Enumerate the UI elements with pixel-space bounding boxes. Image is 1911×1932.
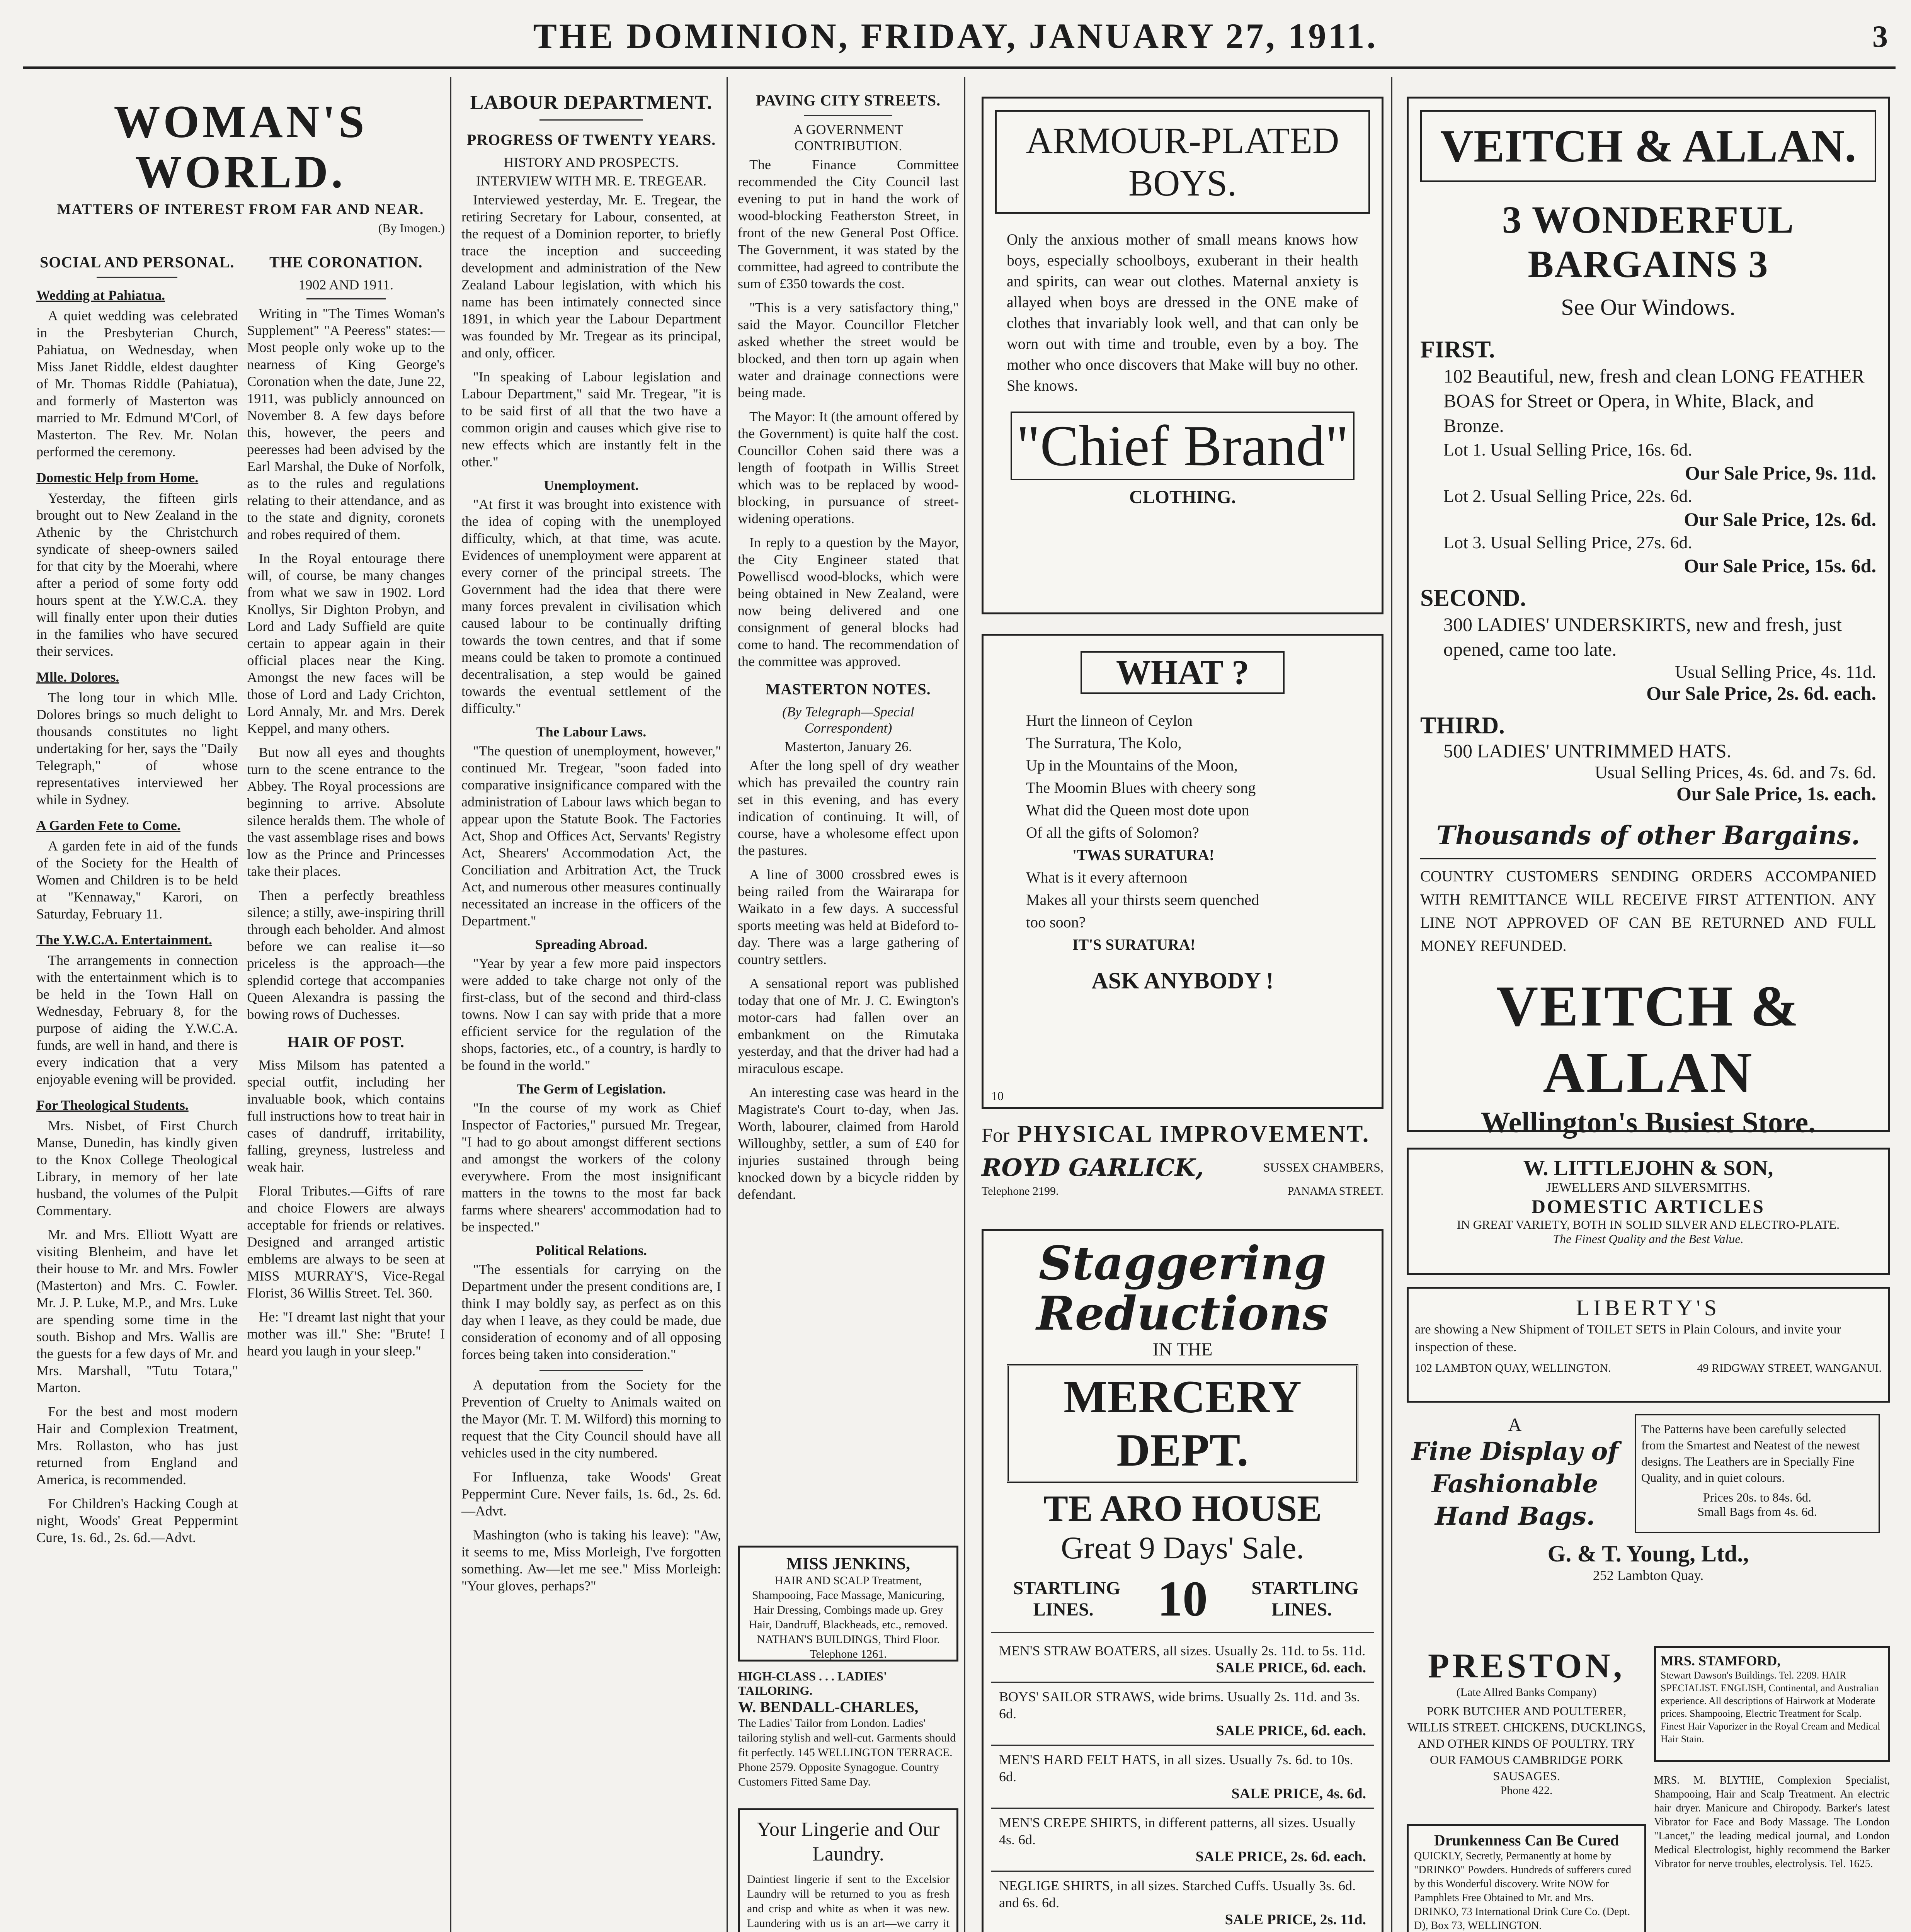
littlejohn-ad-variety: IN GREAT VARIETY, BOTH IN SOLID SILVER AND ELECTRO-PLATE. <box>1457 1218 1840 1231</box>
bags-ad-title: Fine Display of Fashionable Hand Bags. <box>1411 1437 1618 1531</box>
littlejohn-ad-finest: The Finest Quality and the Best Value. <box>1553 1232 1744 1246</box>
bags-ad-body: The Patterns have been carefully selected from the Smartest and Neatest of the newest designs. The Leathers are in Specially Fine Quality, and in quiet colours. <box>1641 1422 1860 1485</box>
mercery-dept-ad <box>982 1229 1383 1932</box>
lingerie-laundry-ad <box>738 1808 958 1932</box>
personal-notes-paragraph: Mr. and Mrs. Elliott Wyatt are visiting Blenheim, and have let their house to Mr. and Mrs. Fowler (Masterton) and Mrs. C. Fowler. Mr. J. P. Luke, M.P., and Mrs. Luke are spending some time in the south. Bishop and Mrs. Wallis are the guests for a few days of Mr. and Mrs. Marshall, "Tutu Totara," Marton. <box>36 1227 238 1395</box>
bags-ad-shop: G. & T. Young, Ltd., <box>1547 1541 1749 1566</box>
theological-heading: For Theological Students. <box>36 1097 189 1113</box>
littlejohn-ad-domestic: DOMESTIC ARTICLES <box>1532 1196 1765 1217</box>
jenkins-ad-title: MISS JENKINS, <box>786 1554 910 1573</box>
bags-ad-small: Small Bags from 4s. 6d. <box>1697 1505 1817 1519</box>
mercery-ad-house: TE ARO HOUSE <box>1043 1488 1322 1529</box>
mercery-ad-title: Reductions <box>1036 1286 1329 1341</box>
mercery-sale-row: BOYS' SAILOR STRAWS, wide brims. Usually 2s. 11d. and 3s. 6d. SALE PRICE, 6d. each. <box>991 1683 1374 1746</box>
womens-world-subtitle: MATTERS OF INTEREST FROM FAR AND NEAR. <box>57 201 424 218</box>
what-ad-line: Up in the Mountains of the Moon, <box>1026 757 1238 774</box>
paving-title: PAVING CITY STREETS. <box>756 92 941 109</box>
physical-ad-name: ROYD GARLICK, <box>982 1153 1204 1182</box>
wedding-heading: Wedding at Pahiatua. <box>36 287 165 303</box>
drunkenness-ad <box>1407 1824 1646 1932</box>
ywca-paragraph: The arrangements in connection with the entertainment which is to be held in the Town Hall on Wednesday, February 8, for the purpose of aiding the Y.W.C.A. funds, are well in hand, and there is every indication that a very enjoyable evening will be provided. <box>36 952 238 1087</box>
coronation-paragraph: But now all eyes and thoughts turn to the scene entrance to the Abbey. The Royal processions are beginning to arrive. Absolute silence heralds them. The whole of the vast assemblage rises and bows low as the Prince and Princesses take their places. <box>247 745 445 879</box>
veitch-ad-third-body: 500 LADIES' UNTRIMMED HATS. <box>1443 740 1732 762</box>
blythe-ad <box>1654 1774 1890 1932</box>
what-ad-line: What is it every afternoon <box>1026 869 1188 886</box>
hair-treatment-paragraph: For the best and most modern Hair and Complexion Treatment, Mrs. Rollaston, who has just returned from England and America, is recommended. <box>36 1404 238 1487</box>
stamford-ad-title: MRS. STAMFORD, <box>1661 1653 1781 1668</box>
paving-paragraph: The Finance Committee recommended the City Council last evening to put in hand the work of wood-blocking Featherston Street, in front of the new General Post Office. The Government, it was stated by the committee, had agreed to contribute the sum of £350 towards the cost. <box>738 157 959 291</box>
mercery-sale-row: MEN'S STRAW BOATERS, all sizes. Usually 2s. 11d. to 5s. 11d. SALE PRICE, 6d. each. <box>991 1637 1374 1683</box>
mercery-ad-title: Staggering <box>1039 1236 1326 1291</box>
veitch-ad-thousands: Thousands of other Bargains. <box>1436 820 1860 850</box>
veitch-ad-busiest: Wellington's Busiest Store. <box>1480 1106 1816 1139</box>
physical-ad-street: PANAMA STREET. <box>1287 1185 1383 1197</box>
mercery-dept-logo: MERCERY DEPT. <box>1007 1364 1358 1483</box>
masterton-title: MASTERTON NOTES. <box>766 680 931 698</box>
what-ad-line: 'TWAS SURATURA! <box>1072 846 1215 864</box>
what-ad-line: Makes all your thirsts seem quenched <box>1026 891 1259 908</box>
veitch-ad-title: VEITCH & ALLAN. <box>1420 110 1876 182</box>
veitch-ad-country: COUNTRY CUSTOMERS SENDING ORDERS ACCOMPANIED WITH REMITTANCE WILL RECEIVE FIRST ATTENTION. ANY LINE NOT APPROVED OF CAN BE RETURNED AND FULL MONEY REFUNDED. <box>1420 858 1876 957</box>
masterton-paragraph: A sensational report was published today that one of Mr. J. C. Ewington's motor-cars had fallen over an embankment on the Rimutaka yesterday, and that the driver had had a miraculous escape. <box>738 976 959 1076</box>
physical-ad-address: SUSSEX CHAMBERS, <box>1263 1160 1383 1174</box>
bags-ad-addr: 252 Lambton Quay. <box>1593 1568 1704 1583</box>
womens-world-title: WOMAN'S WORLD. <box>114 96 368 197</box>
armour-plated-boys-ad <box>982 97 1383 614</box>
mercery-ad-ten: 10 <box>1157 1571 1208 1627</box>
lingerie-ad-title: Your Lingerie and Our Laundry. <box>757 1818 940 1865</box>
littlejohn-ad-title: W. LITTLEJOHN & SON, <box>1523 1156 1773 1180</box>
wedding-paragraph: A quiet wedding was celebrated in the Presbyterian Church, Pahiatua, on Wednesday, when Miss Janet Riddle, eldest daughter of Mr. Thomas Riddle (Pahiatua), and formerly of Masterton was married to Mr. Edmund M'Corl, of Masterton. The Rev. Mr. Nolan performed the ceremony. <box>36 308 238 459</box>
domestic-help-paragraph: Yesterday, the fifteen girls brought out to New Zealand in the Athenic by the Christchurch syndicate of sheep-owners sailed for that city by the Moerahi, where after a period of some forty odd hours spent at the Y.W.C.A. they will finally enter upon their duties in the families who have secured their services. <box>36 490 238 659</box>
column-divider <box>727 77 728 1932</box>
veitch-ad-lot: Lot 3. Usual Selling Price, 27s. 6d. <box>1443 532 1692 552</box>
veitch-ad-first-body: 102 Beautiful, new, fresh and clean LONG FEATHER BOAS for Street or Opera, in White, Black, and Bronze. <box>1443 365 1865 436</box>
spreading-abroad-heading: Spreading Abroad. <box>535 937 648 952</box>
joke-paragraph: He: "I dreamt last night that your mother was ill." She: "Brute! I heard you laugh in your sleep." <box>247 1309 445 1359</box>
divider <box>804 115 893 116</box>
deputation-paragraph: A deputation from the Society for the Prevention of Cruelty to Animals waited on the Mayor (Mr. T. M. Wilford) this morning to request that the City Council should have all vehicles used in the city numbered. <box>461 1377 721 1461</box>
divider <box>306 298 386 299</box>
what-ad-line: Hurt the linneon of Ceylon <box>1026 712 1193 729</box>
veitch-ad-title2: VEITCH & ALLAN <box>1496 974 1800 1105</box>
ywca-heading: The Y.W.C.A. Entertainment. <box>36 932 213 947</box>
libertys-ad-title: LIBERTY'S <box>1576 1295 1721 1320</box>
labour-paragraph: "In the course of my work as Chief Inspector of Factories," pursued Mr. Tregear, "I had to go about amongst different sections and amongst the workers of the colony everywhere. From the most insignificant matters in the towns to the most far back farms where shearers' accommodation had to be inspected." <box>461 1100 721 1235</box>
masthead-rule <box>23 66 1896 69</box>
coronation-paragraph: In the Royal entourage there will, of course, be many changes from what we saw in 1902. Lord Knollys, Sir Dighton Probyn, and Lord and Lady Suffield are quite certain to appear again in their official places near the King. Amongst the new faces will be those of Lord and Lady Crichton, Lord Annaly, Mr. and Mrs. Derek Keppel, and many others. <box>247 551 445 736</box>
veitch-ad-third-lot: Usual Selling Prices, 4s. 6d. and 7s. 6d. <box>1594 762 1876 782</box>
physical-ad-title: PHYSICAL IMPROVEMENT. <box>1017 1121 1370 1147</box>
bendall-ad-title: W. BENDALL-CHARLES, <box>738 1698 919 1716</box>
labour-paragraph: "The essentials for carrying on the Department under the present conditions are, I think I may boldly say, as perfect as on this day when I leave, as they could be made, due consideration of economy and of all opposing forces being taken into consideration." <box>461 1262 721 1362</box>
coronation-paragraph: Writing in "The Times Woman's Supplement" "A Peeress" states:— Most people only woke up to the nearness of King George's Coronation when the date, June 22, 1911, was publicly announced on November 8. A few days before this, however, the peers and peeresses had been advised by the Earl Marshal, the Duke of Norfolk, as to the rules and regulations relating to their attendance, and as to the state and dignity, coronets and robes required of them. <box>247 306 445 542</box>
blythe-ad-body: MRS. M. BLYTHE, Complexion Specialist, Shampooing, Hair and Scalp Treatment. An electric hair dryer. Manicure and Chiropody. Barker's latest Vibrator for Face and Body Massage. The London "Lancet," the leading medical journal, and London Medical Electrologist, highly recommend the Barker Vibrator for nerve troubles, electrolysis. Tel. 1625. <box>1654 1774 1890 1870</box>
coronation-heading: THE CORONATION. <box>269 253 423 271</box>
littlejohn-ad <box>1407 1148 1890 1275</box>
bendall-ad-body: The Ladies' Tailor from London. Ladies' tailoring stylish and well-cut. Garments should fit perfectly. 145 WELLINGTON TERRACE. Phone 2579. Opposite Synagogue. Country Customers Fitted Same Day. <box>738 1717 956 1788</box>
domestic-help-heading: Domestic Help from Home. <box>36 470 199 485</box>
libertys-ad-body: are showing a New Shipment of TOILET SETS in Plain Colours, and invite your inspection of these. <box>1415 1322 1841 1354</box>
veitch-ad-second-body: 300 LADIES' UNDERSKIRTS, new and fresh, just opened, came too late. <box>1443 614 1842 660</box>
labour-paragraph: "In speaking of Labour legislation and Labour Department," said Mr. Tregear, "it is to be said first of all that the two have a common origin and causes which give rise to new effects which are instantly felt in the other." <box>461 369 721 469</box>
what-ad-line: What did the Queen most dote upon <box>1026 801 1249 819</box>
labour-department-section <box>456 81 727 1932</box>
veitch-ad-bargains: 3 WONDERFUL BARGAINS 3 <box>1502 198 1795 286</box>
cough-cure-paragraph: For Children's Hacking Cough at night, Woods' Great Peppermint Cure, 1s. 6d., 2s. 6d.—Advt. <box>36 1496 238 1545</box>
veitch-ad-second-sale: Our Sale Price, 2s. 6d. each. <box>1646 682 1876 704</box>
what-ad-number: 10 <box>991 1089 1004 1103</box>
labour-paragraph: "The question of unemployment, however," continued Mr. Tregear, "soon faded into comparative insignificance compared with the administration of Labour laws which began to appear upon the Statute Book. The Factories Act, Shop and Offices Act, Servants' Registry Act, Shearers' Accommodation Act, the Conciliation and Arbitration Act, the Truck Act, and numerous other measures continually necessitated an increase in the officers of the Department." <box>461 743 721 929</box>
lingerie-ad-body: Daintiest lingerie if sent to the Excelsior Laundry will be returned to you as fresh and crisp and white as when it was new. Laundering with us is an art—we carry it <box>747 1873 950 1930</box>
veitch-ad-sale: Our Sale Price, 15s. 6d. <box>1684 555 1876 577</box>
veitch-ad-third: THIRD. <box>1420 713 1505 739</box>
floral-tributes-paragraph: Floral Tributes.—Gifts of rare and choice Flowers are always acceptable for friends or relatives. Designed and arranged artistic emblems are always to be seen at MISS MURRAY'S, Vice-Regal Florist, 36 Willis Street. Tel. 360. <box>247 1183 445 1301</box>
divider <box>97 277 177 278</box>
masterton-subtitle: (By Telegraph—Special Correspondent) <box>782 704 914 736</box>
labour-laws-heading: The Labour Laws. <box>536 724 647 740</box>
what-ad-title: WHAT ? <box>1081 651 1285 694</box>
armour-ad-body: Only the anxious mother of small means knows how boys, especially schoolboys, exuberant in their health and spirits, can wear out clothes. Maternal anxiety is allayed when boys are dressed in the ONE make of clothes that invariably look well, and that can only be worn out with time and trouble, even by a boy. The mother who once discovers that Make will buy no other. She knows. <box>1007 231 1358 394</box>
mercery-sale-row: NEGLIGE SHIRTS, in all sizes. Starched Cuffs. Usually 3s. 6d. and 6s. 6d. SALE PRICE, 2s. 11d. <box>991 1872 1374 1932</box>
stamford-ad-body: Stewart Dawson's Buildings. Tel. 2209. HAIR SPECIALIST. ENGLISH, Continental, and Australian experience. All descriptions of Hairwork at Moderate prices. Shampooing, Electric Treatment for Scalp. Finest Hair Vaporizer in the Royal Cream and Medical Hair Stain. <box>1661 1670 1880 1745</box>
dolores-heading: Mlle. Dolores. <box>36 669 119 685</box>
masterton-paragraph: A line of 3000 crossbred ewes is being railed from the Wairarapa for Waikato in a few days. A successful sports meeting was held at Bideford to-day. There was a large gathering of country settlers. <box>738 867 959 967</box>
newspaper-masthead-title: THE DOMINION, FRIDAY, JANUARY 27, 1911. <box>533 16 1378 56</box>
mercery-sale-row: MEN'S CREPE SHIRTS, in different patterns, all sizes. Usually 4s. 6d. SALE PRICE, 2s. 6d. each. <box>991 1809 1374 1872</box>
labour-paragraph: "Year by year a few more paid inspectors were added to take charge not only of the first-class, but of the second and third-class towns. Now I can say with pride that a more efficient service for the regulation of the shops, factories, etc., of a country, is hardly to be found in the world." <box>461 956 721 1073</box>
mashington-paragraph: Mashington (who is taking his leave): "Aw, it seems to me, Miss Morleigh, I've forgotten something. Aw—let me see." Miss Morleigh: "Your gloves, perhaps?" <box>461 1527 721 1594</box>
what-ad-line: IT'S SURATURA! <box>1072 936 1196 953</box>
labour-subtitle: PROGRESS OF TWENTY YEARS. <box>466 131 716 148</box>
divider <box>539 119 643 121</box>
labour-paragraph: Interviewed yesterday, Mr. E. Tregear, the retiring Secretary for Labour, consented, at the request of a Dominion reporter, to briefly trace the inception and succeeding development and administration of the New Zealand Labour legislation, with which his name has been intimately connected since 1891, in which year the Labour Department was founded by Mr. Tregear as its principal, and only, officer. <box>461 192 721 361</box>
what-suratura-ad <box>982 634 1383 1109</box>
what-ad-line: too soon? <box>1026 913 1086 931</box>
paving-subtitle: A GOVERNMENT CONTRIBUTION. <box>793 122 904 153</box>
coronation-years: 1902 AND 1911. <box>298 277 394 293</box>
veitch-ad-second: SECOND. <box>1420 585 1526 611</box>
veitch-ad-sale: Our Sale Price, 9s. 11d. <box>1685 462 1876 484</box>
libertys-ad <box>1407 1287 1890 1403</box>
veitch-allan-ad <box>1407 97 1890 1139</box>
mercery-sale-row: MEN'S HARD FELT HATS, in all sizes. Usually 7s. 6d. to 10s. 6d. SALE PRICE, 4s. 6d. <box>991 1746 1374 1809</box>
veitch-ad-second-lot: Usual Selling Price, 4s. 11d. <box>1675 662 1876 682</box>
paving-paragraph: "This is a very satisfactory thing," said the Mayor. Councillor Fletcher asked whether the street would be blocked, and then torn up again when water and drainage connections were being made. <box>738 300 959 400</box>
bags-ad-prices: Prices 20s. to 84s. 6d. <box>1703 1490 1811 1504</box>
masthead <box>0 12 1911 70</box>
column-divider <box>964 77 965 1932</box>
theological-paragraph: Mrs. Nisbet, of First Church Manse, Dunedin, has kindly given to the Knox College Theological Library, in memory of her late husband, the volumes of the Pulpit Commentary. <box>36 1118 238 1218</box>
paving-paragraph: In reply to a question by the Mayor, the City Engineer stated that Powelliscd wood-blocks, which were being obtained in New Zealand, were now being delivered and one consignment of general blocks had come to hand. The recommendation of the committee was approved. <box>738 535 959 669</box>
column-divider <box>450 77 451 1932</box>
what-ad-line: The Moomin Blues with cheery song <box>1026 779 1256 796</box>
mercery-ad-startling: STARTLING LINES. <box>1013 1578 1121 1620</box>
hand-bags-ad <box>1407 1414 1890 1631</box>
jenkins-ad-body: HAIR AND SCALP Treatment, Shampooing, Face Massage, Manicuring, Hair Dressing, Combings made up. Grey Hair, Dandruff, Blackheads, etc., removed. NATHAN'S BUILDINGS, Third Floor. Telephone 1261. <box>749 1574 948 1660</box>
masterton-paragraph: An interesting case was heard in the Magistrate's Court to-day, when Jas. Worth, labourer, claimed from Harold Willoughby, settler, a sum of £40 for injuries sustained through being knocked down by a bicycle ridden by defendant. <box>738 1085 959 1202</box>
physical-ad-for: For <box>982 1124 1010 1146</box>
armour-ad-title: ARMOUR-PLATED BOYS. <box>995 110 1370 214</box>
garden-fete-paragraph: A garden fete in aid of the funds of the Society for the Health of Women and Children is to be held at "Kennaway," Karori, on Saturday, February 11. <box>36 838 238 922</box>
bendall-ad <box>738 1669 958 1797</box>
womens-world-byline: (By Imogen.) <box>378 221 445 235</box>
veitch-ad-windows: See Our Windows. <box>1561 294 1736 320</box>
veitch-ad-first: FIRST. <box>1420 337 1495 363</box>
bendall-ad-pre: HIGH-CLASS . . . LADIES' TAILORING. <box>738 1669 887 1697</box>
masterton-paragraph: After the long spell of dry weather which has prevailed the country rain set in this evening, and has every indication of continuing. It will, of course, have a wholesome effect upon the pastures. <box>738 758 959 858</box>
preston-ad-sub: (Late Allred Banks Company) <box>1456 1686 1597 1699</box>
paving-paragraph: The Mayor: It (the amount offered by the Government) is quite half the cost. Councillor Cohen said there was a length of footpath in Willis Street which was to be replaced by wood-blocking, in pursuance of street-widening operations. <box>738 409 959 526</box>
column-divider <box>1391 77 1392 1932</box>
drunkenness-ad-body: QUICKLY, Secretly, Permanently at home by "DRINKO" Powders. Hundreds of sufferers cured by this Wonderful discovery. Write NOW for Pamphlets Free Obtained to Mr. and Mrs. DRINKO, 73 International Drink Cure Co. (Dept. D), Box 73, WELLINGTON. <box>1414 1850 1631 1932</box>
labour-title: LABOUR DEPARTMENT. <box>470 92 713 114</box>
hair-of-post-heading: HAIR OF POST. <box>287 1033 405 1051</box>
womens-world-col-left <box>36 243 238 1553</box>
garden-fete-heading: A Garden Fete to Come. <box>36 818 180 833</box>
mercery-ad-startling: STARTLING LINES. <box>1251 1578 1359 1620</box>
veitch-ad-lot: Lot 2. Usual Selling Price, 22s. 6d. <box>1443 486 1692 506</box>
page-number: 3 <box>1872 20 1888 54</box>
libertys-ad-addr: 102 LAMBTON QUAY, WELLINGTON. <box>1415 1362 1611 1374</box>
what-ad-line: Of all the gifts of Solomon? <box>1026 824 1199 841</box>
coronation-paragraph: Then a perfectly breathless silence; a stilly, awe-inspiring thrill through each beholder. And almost before we can realise it—so priceless is the approach—the splendid cortege that accompanies Queen Alexandra is passing the bowing rows of Duchesses. <box>247 888 445 1022</box>
divider <box>539 1370 643 1371</box>
physical-improvement-ad <box>982 1121 1383 1213</box>
physical-ad-tel: Telephone 2199. <box>982 1185 1059 1197</box>
stamford-ad <box>1654 1646 1890 1762</box>
womens-world-section <box>31 81 450 1932</box>
masterton-dateline: Masterton, January 26. <box>784 739 912 754</box>
labour-paragraph: "At first it was brought into existence with the idea of coping with the unemployed difficulty, which, at that time, was acute. Evidences of unemployment were apparent at every corner of the principal streets. The Government had the idea that there were many forces prevalent in civilisation which caused labour to be continually drifting towards the town centres, and that if some means could be taken to promote a continued decentralisation, a step would be gained towards the eventual settlement of the difficulty." <box>461 497 721 716</box>
chief-brand-sub: CLOTHING. <box>1129 487 1236 507</box>
labour-history-heading: HISTORY AND PROSPECTS. <box>504 155 679 170</box>
veitch-ad-third-sale: Our Sale Price, 1s. each. <box>1676 783 1876 804</box>
bags-ad-a: A <box>1508 1415 1522 1435</box>
political-relations-heading: Political Relations. <box>536 1243 647 1258</box>
unemployment-heading: Unemployment. <box>544 478 639 493</box>
veitch-ad-sale: Our Sale Price, 12s. 6d. <box>1684 509 1876 530</box>
preston-ad <box>1407 1646 1646 1816</box>
preston-ad-phone: Phone 422. <box>1500 1784 1553 1797</box>
what-ad-line: The Surratura, The Kolo, <box>1026 734 1182 752</box>
germ-of-legislation-heading: The Germ of Legislation. <box>517 1081 666 1097</box>
dolores-paragraph: The long tour in which Mlle. Dolores brings so much delight to thousands constitutes no light undertaking for her, says the "Daily Telegraph," of whose representatives interviewed her while in Sydney. <box>36 690 238 807</box>
labour-interview-heading: INTERVIEW WITH MR. E. TREGEAR. <box>476 173 707 189</box>
social-personal-heading: SOCIAL AND PERSONAL. <box>39 253 235 271</box>
veitch-ad-lot: Lot 1. Usual Selling Price, 16s. 6d. <box>1443 440 1692 459</box>
jenkins-ad <box>738 1546 958 1662</box>
preston-ad-title: PRESTON, <box>1428 1647 1625 1685</box>
drunkenness-ad-title: Drunkenness Can Be Cured <box>1434 1832 1619 1849</box>
littlejohn-ad-sub: JEWELLERS AND SILVERSMITHS. <box>1546 1180 1751 1195</box>
preston-ad-body: PORK BUTCHER AND POULTERER, WILLIS STREET. CHICKENS, DUCKLINGS, AND OTHER KINDS OF POULTRY. TRY OUR FAMOUS CAMBRIDGE PORK SAUSAGES. <box>1407 1704 1646 1783</box>
what-ad-cta: ASK ANYBODY ! <box>1091 968 1274 993</box>
mercery-ad-sale: Great 9 Days' Sale. <box>1061 1530 1304 1565</box>
hair-of-post-paragraph: Miss Milsom has patented a special outfit, including her invaluable book, which contains full instructions how to treat hair in cases of dandruff, irritability, falling, greyness, lustreless and weak hair. <box>247 1057 445 1175</box>
mercery-ad-in: IN THE <box>1152 1339 1213 1360</box>
influenza-paragraph: For Influenza, take Woods' Great Peppermint Cure. Never fails, 1s. 6d., 2s. 6d.—Advt. <box>461 1469 721 1519</box>
libertys-ad-addr: 49 RIDGWAY STREET, WANGANUI. <box>1697 1362 1882 1374</box>
womens-world-col-right <box>247 243 445 1553</box>
chief-brand-logo: "Chief Brand" <box>1011 412 1355 480</box>
